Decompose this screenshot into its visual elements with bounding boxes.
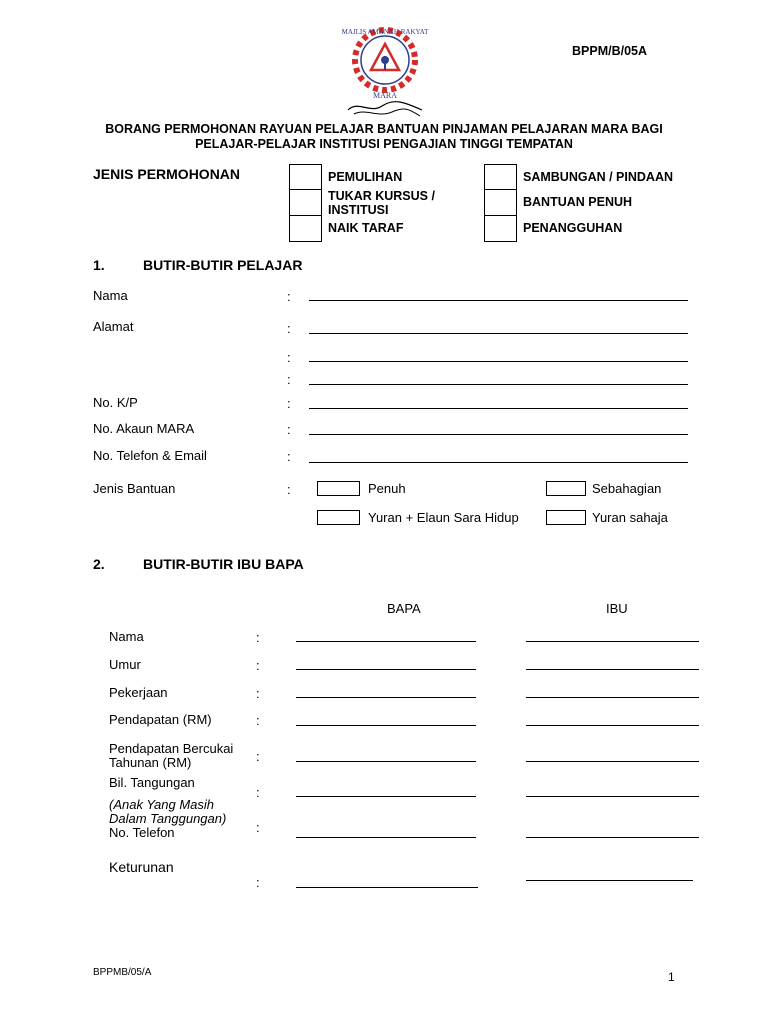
colon: : [256,686,260,701]
label-nama-ibubapa: Nama [109,629,144,644]
field-no-kp[interactable] [309,408,688,409]
section1-title: BUTIR-BUTIR PELAJAR [143,257,303,273]
field-ibu-pendapatan-bercukai[interactable] [526,761,699,762]
option-tukar-kursus: TUKAR KURSUS / [328,189,435,203]
form-title-line1: BORANG PERMOHONAN RAYUAN PELAJAR BANTUAN PINJAMAN PELAJARAN MARA BAGI [105,122,663,136]
label-umur: Umur [109,657,141,672]
mara-logo [330,22,440,120]
label-tahunan: Tahunan (RM) [109,755,192,770]
field-ibu-pendapatan[interactable] [526,725,699,726]
label-anak-note-1: (Anak Yang Masih [109,797,215,812]
colon: : [287,396,291,411]
field-ibu-tangungan[interactable] [526,796,699,797]
footer-code: BPPMB/05/A [93,967,152,978]
field-bapa-pendapatan[interactable] [296,725,476,726]
colon: : [256,630,260,645]
option-penangguhan: PENANGGUHAN [523,221,623,235]
colon: : [256,658,260,673]
option-institusi: INSTITUSI [328,203,389,217]
checkbox-bantuan-penuh[interactable] [484,189,517,216]
field-bapa-telefon[interactable] [296,837,476,838]
checkbox-sambungan[interactable] [484,164,517,190]
colon: : [287,372,291,387]
option-sebahagian: Sebahagian [592,481,662,496]
field-bapa-nama[interactable] [296,641,476,642]
label-anak-note-2: Dalam Tanggungan) [109,811,227,826]
field-alamat-2[interactable] [309,361,688,362]
field-bapa-pendapatan-bercukai[interactable] [296,761,476,762]
field-nama[interactable] [309,300,688,301]
field-ibu-nama[interactable] [526,641,699,642]
label-pendapatan: Pendapatan (RM) [109,712,212,727]
logo-sub: MARA [372,91,398,100]
label-no-kp: No. K/P [93,395,138,410]
option-penuh: Penuh [368,481,406,496]
option-naik-taraf: NAIK TARAF [328,221,404,235]
field-bapa-keturunan[interactable] [296,887,478,888]
field-alamat-1[interactable] [309,333,688,334]
colon: : [256,713,260,728]
field-bapa-pekerjaan[interactable] [296,697,476,698]
field-bapa-umur[interactable] [296,669,476,670]
label-nama: Nama [93,288,128,303]
checkbox-naik-taraf[interactable] [289,215,322,242]
checkbox-yuran-sahaja[interactable] [546,510,586,525]
label-no-telefon: No. Telefon & Email [93,448,207,463]
colon: : [287,422,291,437]
section2-title: BUTIR-BUTIR IBU BAPA [143,556,304,572]
field-no-telefon[interactable] [309,462,688,463]
field-ibu-umur[interactable] [526,669,699,670]
colon: : [256,820,260,835]
checkbox-sebahagian[interactable] [546,481,586,496]
column-ibu: IBU [606,601,628,616]
colon: : [256,875,260,890]
label-bil-tangungan: Bil. Tangungan [109,775,195,790]
checkbox-tukar-kursus[interactable] [289,189,322,216]
label-jenis-bantuan: Jenis Bantuan [93,481,176,496]
colon: : [256,749,260,764]
section1-number: 1. [93,257,105,273]
label-pekerjaan: Pekerjaan [109,685,168,700]
checkbox-pemulihan[interactable] [289,164,322,190]
option-bantuan-penuh: BANTUAN PENUH [523,195,633,209]
label-no-akaun: No. Akaun MARA [93,421,195,436]
colon: : [256,785,260,800]
option-pemulihan: PEMULIHAN [328,170,403,184]
label-keturunan: Keturunan [109,859,174,875]
colon: : [287,321,291,336]
form-title-line2: PELAJAR-PELAJAR INSTITUSI PENGAJIAN TINGGI TEMPATAN [195,137,573,151]
field-ibu-keturunan[interactable] [526,880,693,881]
field-bapa-tangungan[interactable] [296,796,476,797]
option-yuran-sahaja: Yuran sahaja [592,510,668,525]
colon: : [287,289,291,304]
colon: : [287,350,291,365]
label-no-telefon-ibubapa: No. Telefon [109,825,175,840]
field-ibu-pekerjaan[interactable] [526,697,699,698]
column-bapa: BAPA [387,601,421,616]
label-alamat: Alamat [93,319,134,334]
section2-number: 2. [93,556,105,572]
option-yuran-elaun: Yuran + Elaun Sara Hidup [368,510,519,525]
field-ibu-telefon[interactable] [526,837,699,838]
form-code: BPPM/B/05A [572,44,648,58]
page-number: 1 [668,970,675,984]
option-sambungan: SAMBUNGAN / PINDAAN [523,170,673,184]
checkbox-yuran-elaun[interactable] [317,510,360,525]
label-pendapatan-bercukai: Pendapatan Bercukai [109,741,234,756]
colon: : [287,482,291,497]
field-no-akaun[interactable] [309,434,688,435]
logo-text: MAJLIS AMANAH RAKYAT [341,28,429,36]
colon: : [287,449,291,464]
checkbox-penuh[interactable] [317,481,360,496]
jenis-permohonan-label: JENIS PERMOHONAN [93,166,241,182]
checkbox-penangguhan[interactable] [484,215,517,242]
field-alamat-3[interactable] [309,384,688,385]
